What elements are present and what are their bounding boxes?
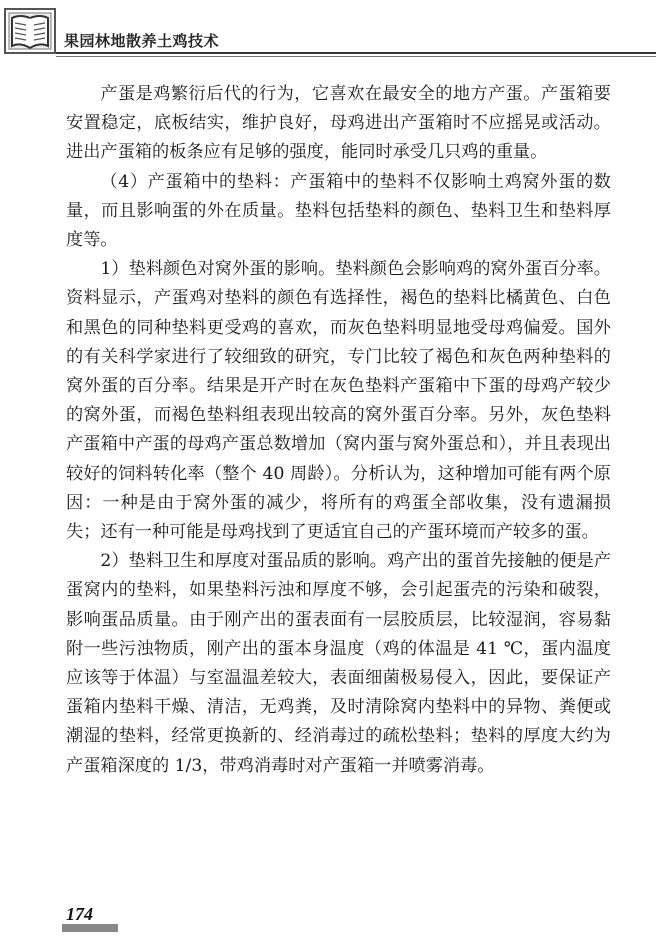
open-book-icon [4, 6, 56, 56]
paragraph: （4）产蛋箱中的垫料：产蛋箱中的垫料不仅影响土鸡窝外蛋的数量，而且影响蛋的外在质量。垫料包括垫料的颜色、垫料卫生和垫料厚度等。 [66, 171, 611, 251]
body-text [66, 80, 611, 781]
page-number: 174 [66, 904, 93, 924]
running-title: 果园林地散养土鸡技术 [64, 32, 220, 50]
footer-bar [62, 924, 118, 932]
page-header [0, 0, 660, 66]
paragraph: 产蛋是鸡繁衍后代的行为，它喜欢在最安全的地方产蛋。产蛋箱要安置稳定，底板结实，维护良好，母鸡进出产蛋箱时不应摇晃或活动。进出产蛋箱的板条应有足够的强度，能同时承受几只鸡的重量。 [66, 84, 611, 163]
paragraph: 2）垫料卫生和厚度对蛋品质的影响。鸡产出的蛋首先接触的便是产蛋窝内的垫料，如果垫料污浊和厚度不够，会引起蛋壳的污染和破裂，影响蛋品质量。由于刚产出的蛋表面有一层胶质层，比较湿润，容易黏附一些污浊物质，刚产出的蛋本身温度（鸡的体温是 41 ℃，蛋内温度应该等于体温）与室温温差较大，表面细菌极易侵入，因此，要保证产蛋箱内垫料干燥、清洁，无鸡粪，及时清除窝内垫料中的异物、粪便或潮湿的垫料，经常更换新的、经消毒过的疏松垫料；垫料的厚度大约为产蛋箱深度的 1/3，带鸡消毒时对产蛋箱一并喷雾消毒。 [66, 551, 611, 776]
header-rule-thin [56, 56, 656, 57]
paragraph: 1）垫料颜色对窝外蛋的影响。垫料颜色会影响鸡的窝外蛋百分率。资料显示，产蛋鸡对垫料的颜色有选择性，褐色的垫料比橘黄色、白色和黑色的同种垫料更受鸡的喜欢，而灰色垫料明显地受母鸡偏爱。国外的有关科学家进行了较细致的研究，专门比较了褐色和灰色两种垫料的窝外蛋的百分率。结果是开产时在灰色垫料产蛋箱中下蛋的母鸡产较少的窝外蛋，而褐色垫料组表现出较高的窝外蛋百分率。另外，灰色垫料产蛋箱中产蛋的母鸡产蛋总数增加（窝内蛋与窝外蛋总和），并且表现出较好的饲料转化率（整个 40 周龄）。分析认为，这种增加可能有两个原因：一种是由于窝外蛋的减少，将所有的鸡蛋全部收集，没有遗漏损失；还有一种可能是母鸡找到了更适宜自己的产蛋环境而产较多的蛋。 [66, 259, 611, 543]
header-rule [56, 52, 656, 54]
